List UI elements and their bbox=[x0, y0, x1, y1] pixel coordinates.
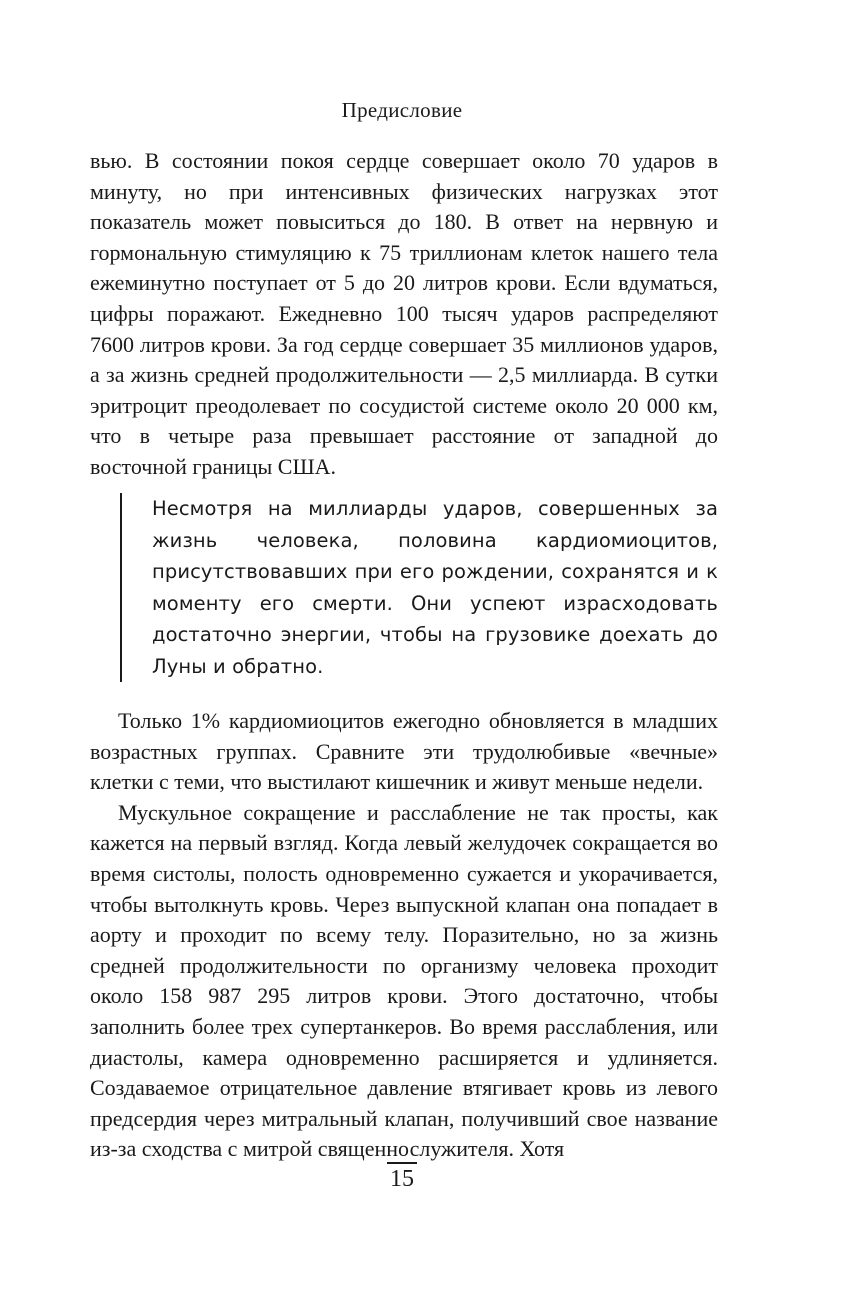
pull-quote: Несмотря на миллиарды ударов, совершенных за жизнь человека, половина кардиомиоцитов, присутствовавших при его рождении, сохранятся и к моменту его смерти. Они успеют израсходовать достаточно энергии, чтобы на грузовике доехать до Луны и обратно. bbox=[120, 493, 718, 682]
paragraph-text: вью. В состоянии покоя сердце совершает около 70 ударов в минуту, но при интенсивных физических нагрузках этот показатель может повыситься до 180. В ответ на нервную и гормональную стимуляцию к 75 триллионам клеток нашего тела ежеминутно поступает от 5 до 20 литров крови. Если вдуматься, цифры поражают. Ежедневно 100 тысяч ударов распределяют 7600 литров крови. За год сердце совершает 35 миллионов ударов, а за жизнь средней продолжительности — 2,5 миллиарда. В сутки эритроцит преодолевает по сосудистой системе около 20 000 км, что в четыре раза превышает расстояние от западной до восточной границы США. bbox=[90, 148, 718, 479]
body-text-continued bbox=[90, 706, 718, 1165]
body-paragraph-2: Только 1% кардиомиоцитов ежегодно обновляется в младших возрастных группах. Сравните эти трудолюбивые «вечные» клетки с теми, что выстилают кишечник и живут меньше недели. bbox=[90, 708, 718, 795]
body-paragraph-1 bbox=[90, 146, 718, 483]
running-head: Предисловие bbox=[341, 98, 463, 122]
page-number-value: 15 bbox=[387, 1162, 417, 1193]
page-number bbox=[0, 1162, 804, 1193]
body-paragraph-3: Мускульное сокращение и расслабление не так просты, как кажется на первый взгляд. Когда левый желудочек сокращается во время систолы, полость одновременно сужается и укорачивается, чтобы вытолкнуть кровь. Через выпускной клапан она попадает в аорту и проходит по всему телу. Поразительно, но за жизнь средней продолжительности по организму человека проходит около 158 987 295 литров крови. Этого достаточно, чтобы заполнить более трех супертанкеров. Во время расслабления, или диастолы, камера одновременно расширяется и удлиняется. Создаваемое отрицательное давление втягивает кровь из левого предсердия через митральный клапан, получивший свое название из-за сходства с митрой священнослужителя. Хотя bbox=[90, 799, 718, 1162]
